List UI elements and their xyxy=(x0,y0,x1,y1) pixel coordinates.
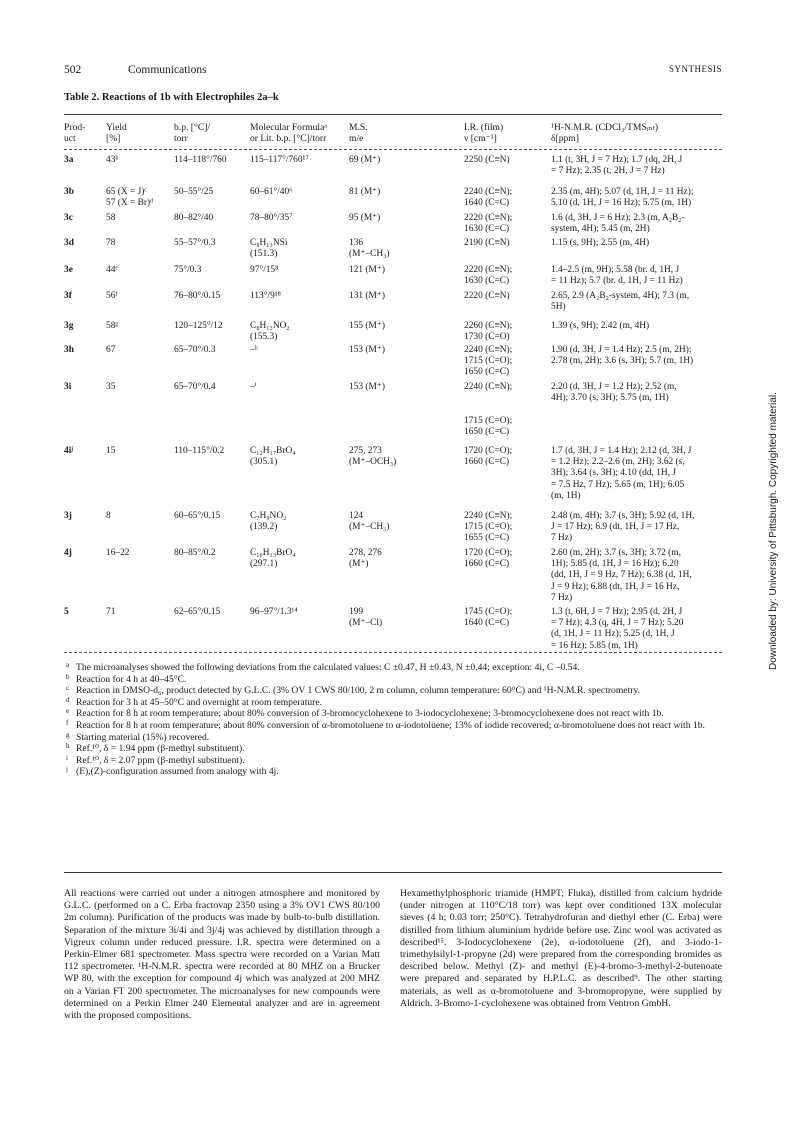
cell-ir: 1720 (C=O); 1660 (C=C) xyxy=(464,446,513,468)
footnote xyxy=(64,697,724,709)
footnote-mark: c xyxy=(66,684,70,693)
cell-product: 3j xyxy=(64,511,72,521)
footnote xyxy=(64,732,724,744)
cell-product: 3a xyxy=(64,155,74,165)
footnote-text: Reaction in DMSO-d₆, product detected by G.L.C. (3% OV 1 CWS 80/100, 2 m column, column temperature: 60°C) and ¹H-N.M.R. spectrometry. xyxy=(76,685,640,697)
footnote-mark: f xyxy=(66,718,69,727)
cell-product: 3e xyxy=(64,265,73,275)
cell-yield: 43ᵇ xyxy=(106,155,119,165)
cell-ir: 2190 (C≡N) xyxy=(464,238,510,248)
col-header-product: Prod- uct xyxy=(64,122,86,144)
cell-ms: 153 (M⁺) xyxy=(349,382,385,392)
cell-ms: 278, 276 (M⁺) xyxy=(349,548,382,570)
cell-nmr: 1.39 (s, 9H); 2.42 (m, 4H) xyxy=(551,321,650,331)
cell-product: 4j xyxy=(64,548,72,558)
cell-yield: 78 xyxy=(106,238,116,248)
cell-yield: 58ᵍ xyxy=(106,321,119,331)
cell-yield: 44ᵉ xyxy=(106,265,118,275)
cell-yield: 15 xyxy=(106,446,116,456)
cell-formula: C₇H₉NO₂ (139.2) xyxy=(250,511,287,533)
page-number: 502 xyxy=(64,64,82,76)
footnote-text: Ref.¹⁰, δ = 1.94 ppm (β-methyl substituent). xyxy=(76,743,245,755)
footnote xyxy=(64,766,724,778)
cell-nmr: 2.20 (d, 3H, J = 1.2 Hz); 2.52 (m, 4H); 3.70 (s, 3H); 5.75 (m, 1H) xyxy=(551,382,677,404)
cell-bp: 75°/0.3 xyxy=(174,265,202,275)
cell-ms: 69 (M⁺) xyxy=(349,155,381,165)
cell-formula: C₈H₁₃NSi (151.3) xyxy=(250,238,288,260)
table-top-rule xyxy=(64,114,722,115)
col-header-ir: I.R. (film) ν [cm⁻¹] xyxy=(464,122,504,144)
cell-yield: 8 xyxy=(106,511,111,521)
cell-yield: 16–22 xyxy=(106,548,130,558)
cell-product: 3g xyxy=(64,321,74,331)
cell-ms: 124 (M⁺–CH₃) xyxy=(349,511,390,533)
cell-ms: 95 (M⁺) xyxy=(349,213,381,223)
cell-formula: C₁₂H₁₇BrO₄ (305.1) xyxy=(250,446,296,468)
cell-bp: 60–65°/0.15 xyxy=(174,511,221,521)
footnote-mark: a xyxy=(66,661,70,669)
footnote-text: The microanalyses showed the following deviations from the calculated values: C ±0.47, H ±0.43, N ±0.44; exception: 4i, C –0.54. xyxy=(76,662,580,673)
section-name: Communications xyxy=(128,64,207,76)
footnote-text: Reaction for 8 h at room temperature; about 80% conversion of 3-bromocyclohexene to 3-iodocyclohexene; 3-bromocyclohexene does not react with 1b. xyxy=(76,708,664,720)
cell-ms: 155 (M⁺) xyxy=(349,321,385,331)
cell-product: 5 xyxy=(64,607,69,617)
cell-ir: 2220 (C≡N); 1630 (C=C) xyxy=(464,213,513,235)
cell-ms: 81 (M⁺) xyxy=(349,187,381,197)
cell-bp: 65–70°/0.3 xyxy=(174,345,216,355)
cell-bp: 120–125°/12 xyxy=(174,321,223,331)
cell-bp: 50–55°/25 xyxy=(174,187,214,197)
cell-yield: 65 (X = J)ᶜ 57 (X = Br)ᵈ xyxy=(106,187,153,209)
download-watermark-text: Downloaded by: University of Pittsburgh. Copyrighted material. xyxy=(768,392,779,670)
col-header-ms: M.S. m/e xyxy=(349,122,368,144)
cell-ms: 136 (M⁺–CH₃) xyxy=(349,238,390,260)
footnote xyxy=(64,743,724,755)
cell-ir: 1745 (C=O); 1640 (C=C) xyxy=(464,607,513,629)
col-header-nmr: ¹H-N.M.R. (CDCl₃/TMSᵢₙₜ) δ[ppm] xyxy=(551,122,659,144)
cell-nmr: 2.35 (m, 4H); 5.07 (d, 1H, J = 11 Hz); 5.10 (d, 1H, J = 16 Hz); 5.75 (m, 1H) xyxy=(551,187,694,209)
cell-ms: 199 (M⁺–Cl) xyxy=(349,607,383,629)
cell-nmr: 1.3 (t, 6H, J = 7 Hz); 2.95 (d, 2H, J = 7 Hz); 4.3 (q, 4H, J = 7 Hz); 5.20 (d, 1H, J = 11 Hz); 5.25 (d, 1H, J = 16 Hz); 5.85 (m, 1H) xyxy=(551,607,684,651)
cell-product: 3d xyxy=(64,238,74,248)
cell-nmr: 1.15 (s, 9H); 2.55 (m, 4H) xyxy=(551,238,650,248)
cell-formula: C₁₀H₁₃BrO₄ (297.1) xyxy=(250,548,296,570)
table-bottom-rule xyxy=(64,652,722,653)
cell-formula: 113°/9¹⁸ xyxy=(250,291,281,301)
footnote xyxy=(64,662,724,674)
cell-bp: 80–82°/40 xyxy=(174,213,214,223)
table-caption: Reactions of 1b with Electrophiles 2a–k xyxy=(101,92,279,103)
col-header-formula: Molecular Formulaᵃ or Lit. b.p. [°C]/torr xyxy=(250,122,327,144)
footnote xyxy=(64,708,724,720)
cell-nmr: 1.90 (d, 3H, J = 1.4 Hz); 2.5 (m, 2H); 2.78 (m, 2H); 3.6 (s, 3H); 5.7 (m, 1H) xyxy=(551,345,694,367)
footnote-text: Reaction for 8 h at room temperature; about 80% conversion of α-bromotoluene to α-iodotoluene; 13% of iodide recovered; α-bromotoluene does not react with 1b. xyxy=(76,719,705,731)
cell-nmr: 2.60 (m, 2H); 3.7 (s, 3H); 3.72 (m, 1H); 5.85 (d, 1H, J = 16 Hz); 6.20 (dd, 1H, J = 9 Hz, 7 Hz); 6.38 (d, 1H, J = 9 Hz); 6.88 (dt, 1H, J = 16 Hz, 7 Hz) xyxy=(551,548,692,603)
cell-product: 3h xyxy=(64,345,74,355)
cell-formula: 60–61°/40⁶ xyxy=(250,187,293,197)
running-header xyxy=(64,64,722,80)
body-text-right-column: Hexamethylphosphoric triamide (HMPT; Fluka), distilled from calcium hydride (under nitrogen at 110°C/18 torr) was kept over conditioned 13X molecular sieves (4 h; 0.03 torr; 250°C). Tetrahydrofuran and diethyl ether (C. Erba) were distilled from lithium aluminium hydride before use. Zinc wool was activated as described¹⁵. 3-Iodocyclohexene (2e), α-iodotoluene (2f), and 3-iodo-1-trimethylsilyl-1-propyne (2d) were prepared from the corresponding bromides as described below. Methyl (Z)- and methyl (E)-4-bromo-3-methyl-2-butenoate were prepared and separated by H.P.L.C. as described⁹. The other starting materials, as well as α-bromotoluene and 3-bromopropyne, were supplied by Aldrich. 3-Bromo-1-cyclohexene was obtained from Ventron GmbH. xyxy=(400,888,722,1009)
cell-product: 3i xyxy=(64,382,72,392)
cell-nmr: 2.65, 2.9 (A₂B₂-system, 4H); 7.3 (m, 5H) xyxy=(551,291,690,313)
cell-bp: 114–118°/760 xyxy=(174,155,227,165)
cell-ir: 2240 (C≡N); 1715 (C=O); 1650 (C=C) xyxy=(464,382,513,437)
cell-bp: 110–115°/0.2 xyxy=(174,446,225,456)
cell-ir: 2240 (C≡N); 1640 (C=C) xyxy=(464,187,513,209)
footnote-text: Starting material (15%) recovered. xyxy=(76,731,210,743)
cell-ir: 2220 (C≡N) xyxy=(464,291,510,301)
cell-ir: 1720 (C=O); 1660 (C=C) xyxy=(464,548,513,570)
footnote-text: (E),(Z)-configuration assumed from analogy with 4j. xyxy=(76,766,279,778)
cell-formula: –ʰ xyxy=(250,345,258,355)
cell-formula: 97°/15⁸ xyxy=(250,265,279,275)
footnote xyxy=(64,755,724,767)
footnote-mark: i xyxy=(66,753,68,762)
cell-formula: 115–117°/760¹⁷ xyxy=(250,155,309,165)
cell-yield: 58 xyxy=(106,213,116,223)
cell-ir: 2260 (C≡N); 1730 (C=O) xyxy=(464,321,513,343)
cell-nmr: 1.7 (d, 3H, J = 1.4 Hz); 2.12 (d, 3H, J = 1.2 Hz); 2.2–2.6 (m, 2H); 3.62 (s, 3H); 3.64 (s, 3H); 4.10 (dd, 1H, J = 7.5 Hz, 7 Hz); 5.65 (m, 1H); 6.05 (m, 1H) xyxy=(551,446,692,501)
cell-nmr: 2.48 (m, 4H); 3.7 (s, 3H); 5.92 (d, 1H, J = 17 Hz); 6.9 (dt, 1H, J = 17 Hz, 7 Hz) xyxy=(551,511,695,544)
cell-yield: 35 xyxy=(106,382,116,392)
cell-bp: 55–57°/0.3 xyxy=(174,238,216,248)
table-title xyxy=(64,92,279,103)
col-header-bp: b.p. [°C]/ torr xyxy=(174,122,211,144)
cell-nmr: 1.4–2.5 (m, 9H); 5.58 (br. d, 1H, J = 11 Hz); 5.7 (br. d, 1H, J = 11 Hz) xyxy=(551,265,683,287)
cell-bp: 65–70°/0.4 xyxy=(174,382,216,392)
table-header-rule xyxy=(64,149,722,150)
cell-ms: 153 (M⁺) xyxy=(349,345,385,355)
cell-product: 3f xyxy=(64,291,72,301)
cell-formula: 96–97°/1.3¹⁴ xyxy=(250,607,298,617)
download-watermark xyxy=(754,250,779,670)
cell-ir: 2240 (C≡N); 1715 (C=O); 1655 (C=C) xyxy=(464,511,513,544)
cell-bp: 62–65°/0.15 xyxy=(174,607,221,617)
journal-name: SYNTHESIS xyxy=(668,64,722,74)
footnote xyxy=(64,674,724,686)
cell-ms: 275, 273 (M⁺–OCH₃) xyxy=(349,446,397,468)
cell-formula: –ⁱ xyxy=(250,382,257,392)
cell-product: 4iʲ xyxy=(64,446,73,456)
footnote-mark: j xyxy=(66,765,68,774)
cell-ir: 2220 (C≡N); 1630 (C=C) xyxy=(464,265,513,287)
footnote xyxy=(64,685,724,697)
cell-nmr: 1.1 (t, 3H, J = 7 Hz); 1.7 (dq, 2H, J = 7 Hz); 2.35 (t, 2H, J = 7 Hz) xyxy=(551,155,683,177)
cell-ms: 121 (M⁺) xyxy=(349,265,385,275)
col-header-yield: Yield [%] xyxy=(106,122,127,144)
body-text-left-column: All reactions were carried out under a nitrogen atmosphere and monitored by G.L.C. (performed on a C. Erba fractovap 2350 using a 3% OV1 CWS 80/100 2m column). Purification of the products was made by bulb-to-bulb distillation. Separation of the mixture 3i/4i and 3j/4j was achieved by distillation through a Vigreux column under reduced pressure. I.R. spectra were determined on a Perkin-Elmer 681 spectrometer. Mass spectra were recorded on a Varian Matt 112 spectrometer. ¹H-N.M.R. spectra were recorded at 80 MHZ on a Brucker WP 80, with the exception for compound 4j which was analyzed at 200 MHZ on a Varian FT 200 spectrometer. The microanalyses for new compounds were determined on a Perkin Elmer 240 Elemental analyzer and are in agreement with the proposed compositions. xyxy=(64,888,380,1022)
footnote-mark: e xyxy=(66,707,70,716)
footnote-mark: h xyxy=(66,742,70,751)
footnote-text: Reaction for 3 h at 45–50°C and overnight at room temperature. xyxy=(76,696,323,708)
cell-yield: 71 xyxy=(106,607,116,617)
footnote xyxy=(64,720,724,732)
footnote-mark: g xyxy=(66,730,70,739)
table-label: Table 2. xyxy=(64,92,100,103)
footnote-bottom-rule xyxy=(64,872,722,873)
cell-yield: 56ᶠ xyxy=(106,291,118,301)
cell-bp: 80–85°/0.2 xyxy=(174,548,216,558)
footnote-mark: b xyxy=(66,672,70,681)
cell-bp: 76–80°/0.15 xyxy=(174,291,221,301)
cell-product: 3b xyxy=(64,187,74,197)
cell-product: 3c xyxy=(64,213,73,223)
footnote-text: Reaction for 4 h at 40–45°C. xyxy=(76,673,187,685)
footnote-mark: d xyxy=(66,695,70,704)
cell-nmr: 1.6 (d, 3H, J = 6 Hz); 2.3 (m, A₂B₂- system, 4H); 5.45 (m, 2H) xyxy=(551,213,685,235)
cell-yield: 67 xyxy=(106,345,116,355)
cell-ms: 131 (M⁺) xyxy=(349,291,385,301)
cell-ir: 2250 (C≡N) xyxy=(464,155,510,165)
cell-formula: 78–80°/35⁷ xyxy=(250,213,293,223)
cell-ir: 2240 (C≡N); 1715 (C=O); 1650 (C=C) xyxy=(464,345,513,378)
cell-formula: C₈H₁₃NO₂ (155.3) xyxy=(250,321,290,343)
footnote-text: Ref.¹⁰, δ = 2.07 ppm (β-methyl substituent). xyxy=(76,754,245,766)
table-footnotes xyxy=(64,662,724,778)
